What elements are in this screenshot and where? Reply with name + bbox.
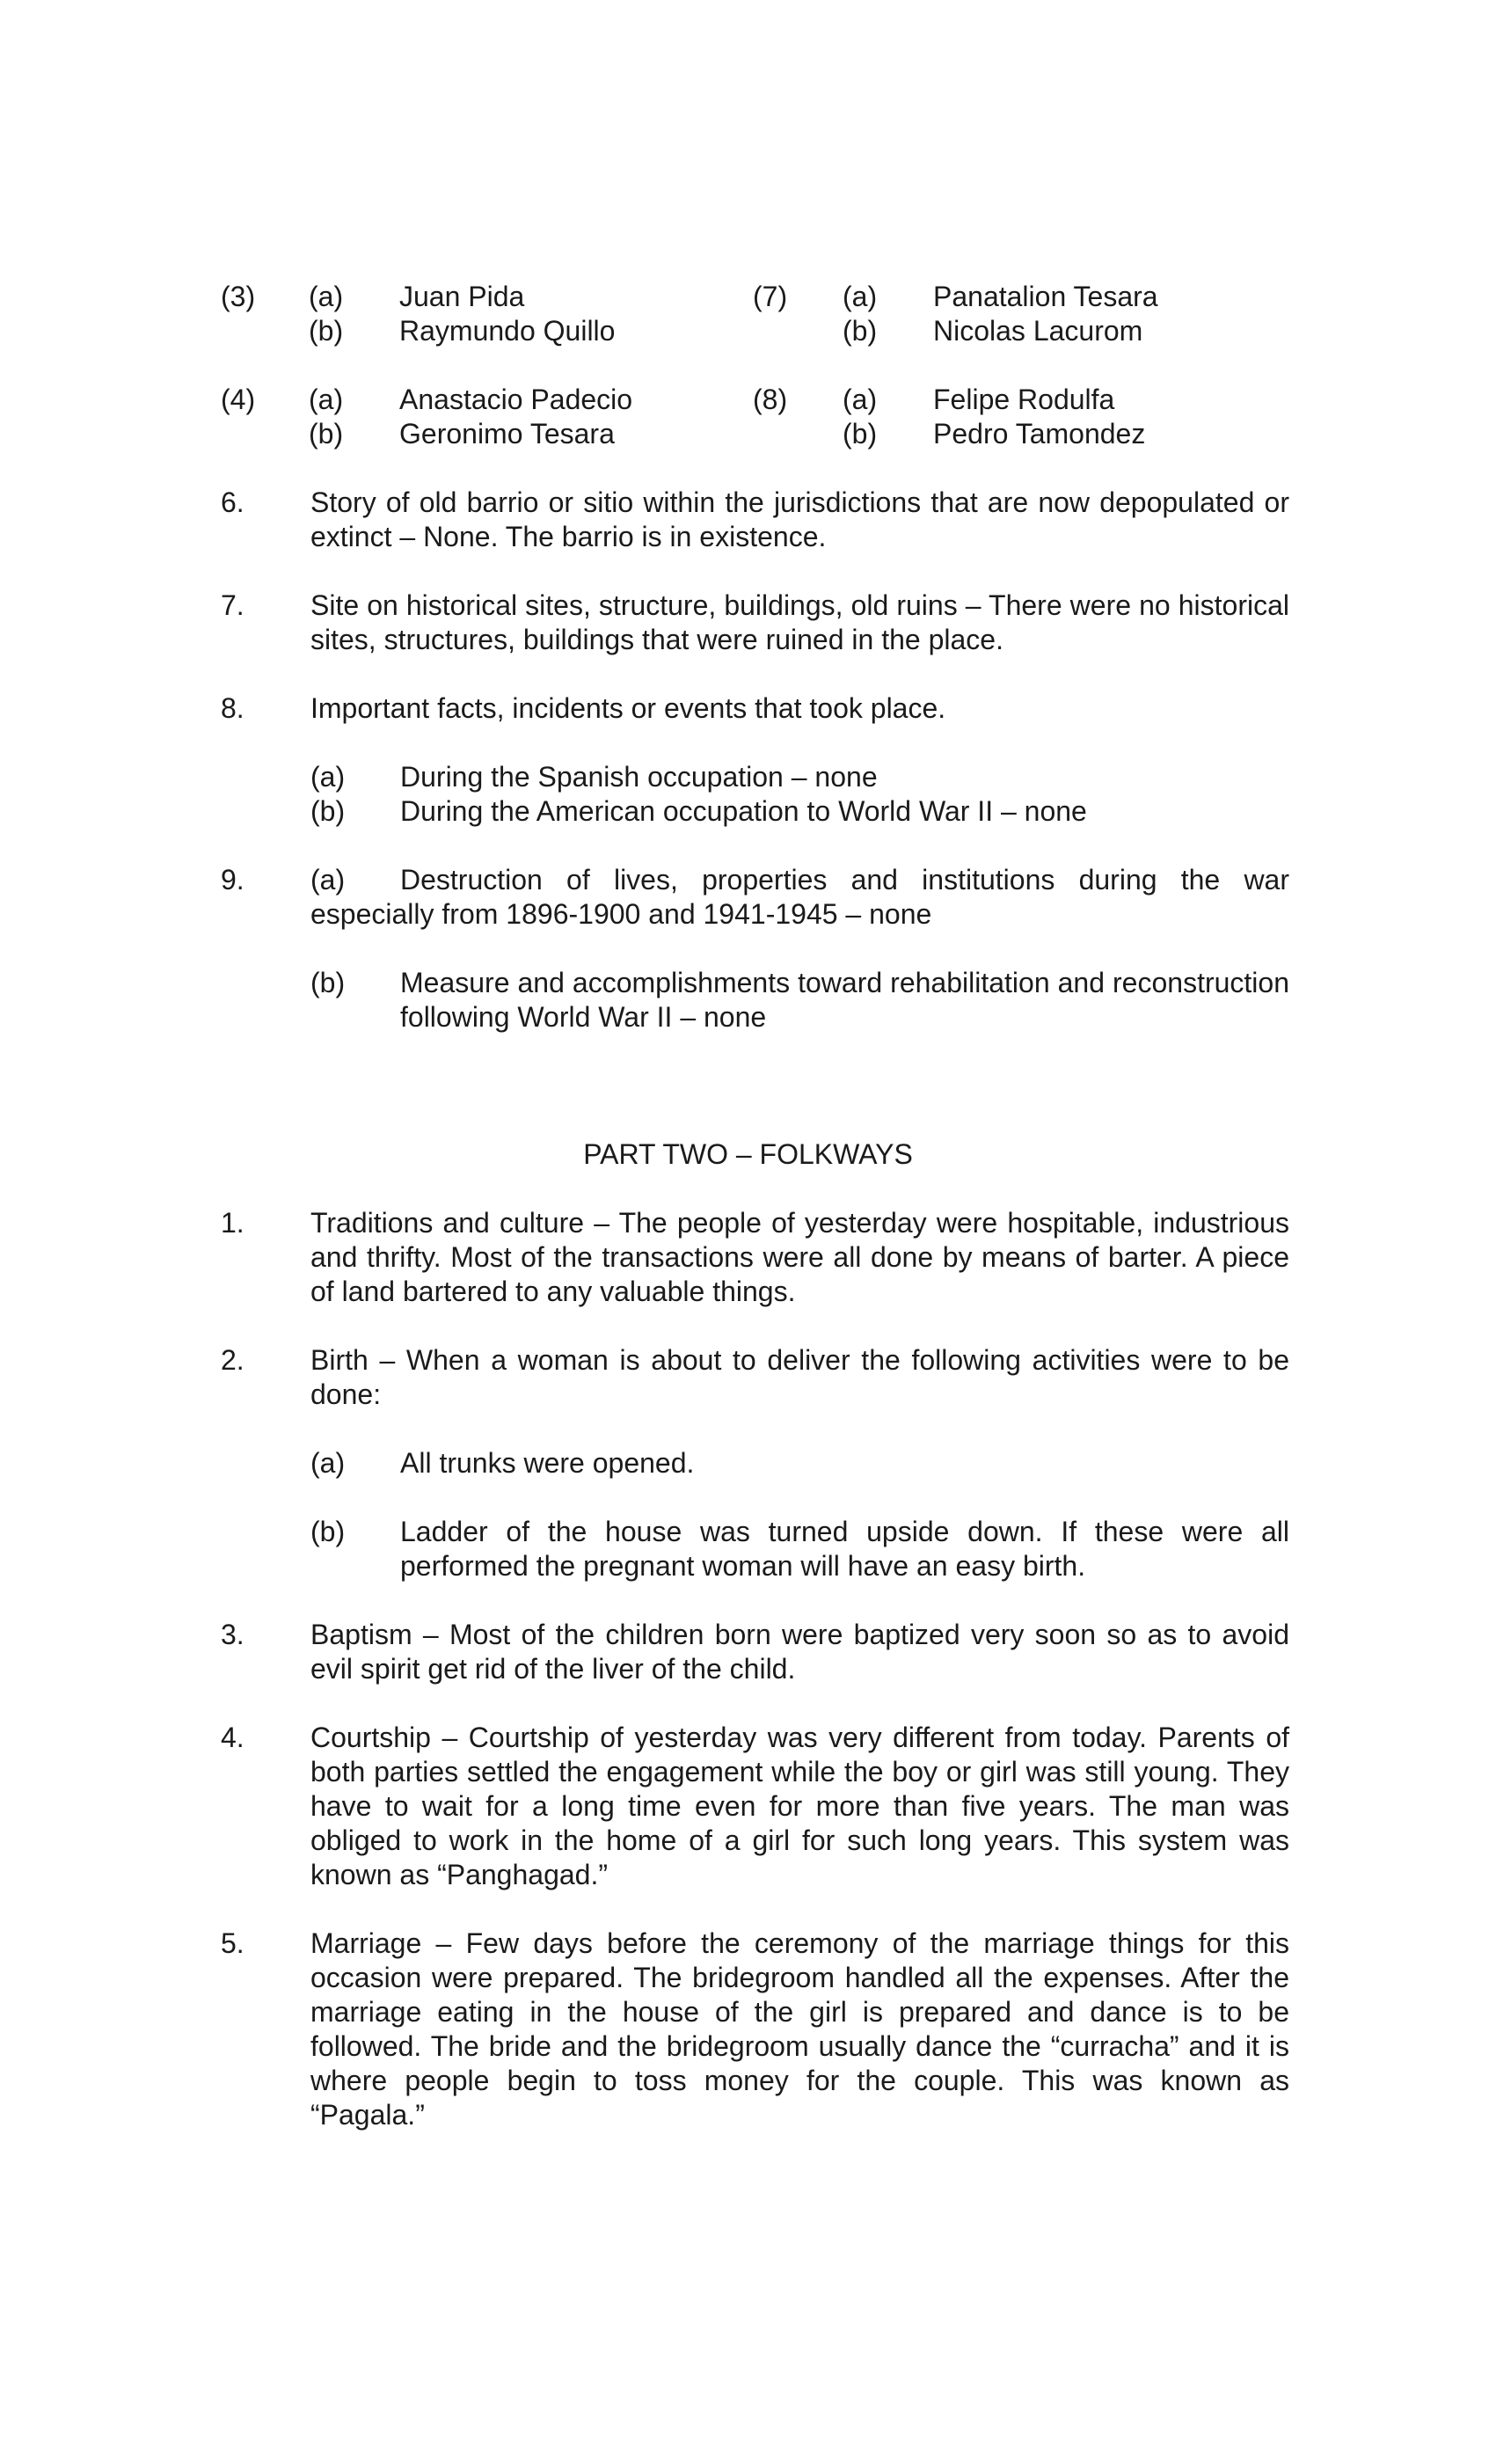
spacer [221, 348, 1289, 383]
item-9-b [310, 966, 1289, 1035]
item-label: (a) [843, 281, 878, 312]
item-text: Story of old barrio or sitio within the jurisdictions that are now depopulated or extinct – None. The barrio is in existence. [310, 486, 1289, 552]
item-number: 9. [221, 864, 244, 896]
item-7 [221, 589, 1289, 657]
item-8 [221, 691, 1289, 726]
folkways-item-4 [221, 1721, 1289, 1892]
item-8-b [310, 794, 1289, 829]
group-number: (7) [753, 281, 788, 312]
folkways-item-5 [221, 1927, 1289, 2132]
folkways-item-2-b [310, 1515, 1289, 1583]
item-label: (b) [309, 315, 344, 347]
item-text: Marriage – Few days before the ceremony of the marriage things for this occasion were prepared. The bridegroom handled all the expenses. After the marriage eating in the house of the girl is prepared and dance is to be followed. The bride and the bridegroom usually dance the “curracha” and it is where people begin to toss money for the couple. This was known as “Pagala.” [310, 1927, 1289, 2131]
item-number: 7. [221, 589, 244, 621]
informant-row [221, 314, 1289, 348]
informant-name: Nicolas Lacurom [933, 315, 1143, 347]
item-number: 5. [221, 1927, 244, 1959]
informant-name: Anastacio Padecio [399, 384, 633, 415]
item-text: Measure and accomplishments toward rehabilitation and reconstruction following World War II – none [400, 967, 1289, 1033]
group-number: (4) [221, 384, 256, 415]
folkways-item-1 [221, 1206, 1289, 1309]
item-9 [221, 863, 1289, 932]
item-text: Site on historical sites, structure, buildings, old ruins – There were no historical sites, structures, buildings that were ruined in the place. [310, 589, 1289, 655]
item-label: (b) [310, 1516, 346, 1547]
item-text: Destruction of lives, properties and institutions during the war especially from 1896-1900 and 1941-1945 – none [310, 864, 1289, 930]
item-number: 4. [221, 1722, 244, 1753]
item-text: Traditions and culture – The people of yesterday were hospitable, industrious and thrifty. Most of the transactions were all done by means of barter. A piece of land bartered to any valuable things. [310, 1207, 1289, 1307]
folkways-item-3 [221, 1618, 1289, 1686]
item-8-a [310, 760, 1289, 794]
informant-name: Felipe Rodulfa [933, 384, 1115, 415]
folkways-item-2 [221, 1343, 1289, 1412]
item-label: (a) [309, 281, 344, 312]
item-label: (b) [843, 418, 878, 450]
item-text: Courtship – Courtship of yesterday was very different from today. Parents of both parties settled the engagement while the boy or girl was still young. They have to wait for a long time even for more than five years. The man was obliged to work in the home of a girl for such long years. This system was known as “Panghagad.” [310, 1722, 1289, 1890]
item-9-a [310, 863, 1289, 932]
group-number: (3) [221, 281, 256, 312]
item-label: (b) [310, 967, 346, 998]
item-number: 2. [221, 1344, 244, 1376]
informant-row [221, 383, 1289, 417]
item-text: During the Spanish occupation – none [400, 761, 878, 793]
item-text: Baptism – Most of the children born were baptized very soon so as to avoid evil spirit get rid of the liver of the child. [310, 1619, 1289, 1685]
item-label: (a) [310, 1447, 346, 1479]
item-text: Birth – When a woman is about to deliver the following activities were to be done: [310, 1344, 1289, 1410]
item-label: (a) [310, 761, 346, 793]
informant-row [221, 280, 1289, 314]
folkways-item-2-a [310, 1446, 1289, 1481]
informant-name: Pedro Tamondez [933, 418, 1146, 450]
informant-name: Panatalion Tesara [933, 281, 1158, 312]
group-number: (8) [753, 384, 788, 415]
item-label: (b) [310, 795, 346, 827]
item-number: 3. [221, 1619, 244, 1650]
item-label: (b) [843, 315, 878, 347]
item-label: (b) [309, 418, 344, 450]
item-text: Important facts, incidents or events that took place. [310, 692, 946, 724]
item-text: Ladder of the house was turned upside down. If these were all performed the pregnant woman will have an easy birth. [400, 1516, 1289, 1582]
item-text: During the American occupation to World War II – none [400, 795, 1087, 827]
item-number: 8. [221, 692, 244, 724]
informant-name: Raymundo Quillo [399, 315, 616, 347]
section-heading: PART TWO – FOLKWAYS [583, 1138, 913, 1170]
item-label: (a) [843, 384, 878, 415]
item-label: (a) [310, 864, 346, 896]
item-number: 1. [221, 1207, 244, 1239]
item-text: All trunks were opened. [400, 1447, 695, 1479]
informant-name: Geronimo Tesara [399, 418, 615, 450]
item-6 [221, 486, 1289, 554]
informant-list [221, 280, 1289, 451]
informant-row [221, 417, 1289, 451]
item-number: 6. [221, 486, 244, 518]
item-label: (a) [309, 384, 344, 415]
informant-name: Juan Pida [399, 281, 525, 312]
